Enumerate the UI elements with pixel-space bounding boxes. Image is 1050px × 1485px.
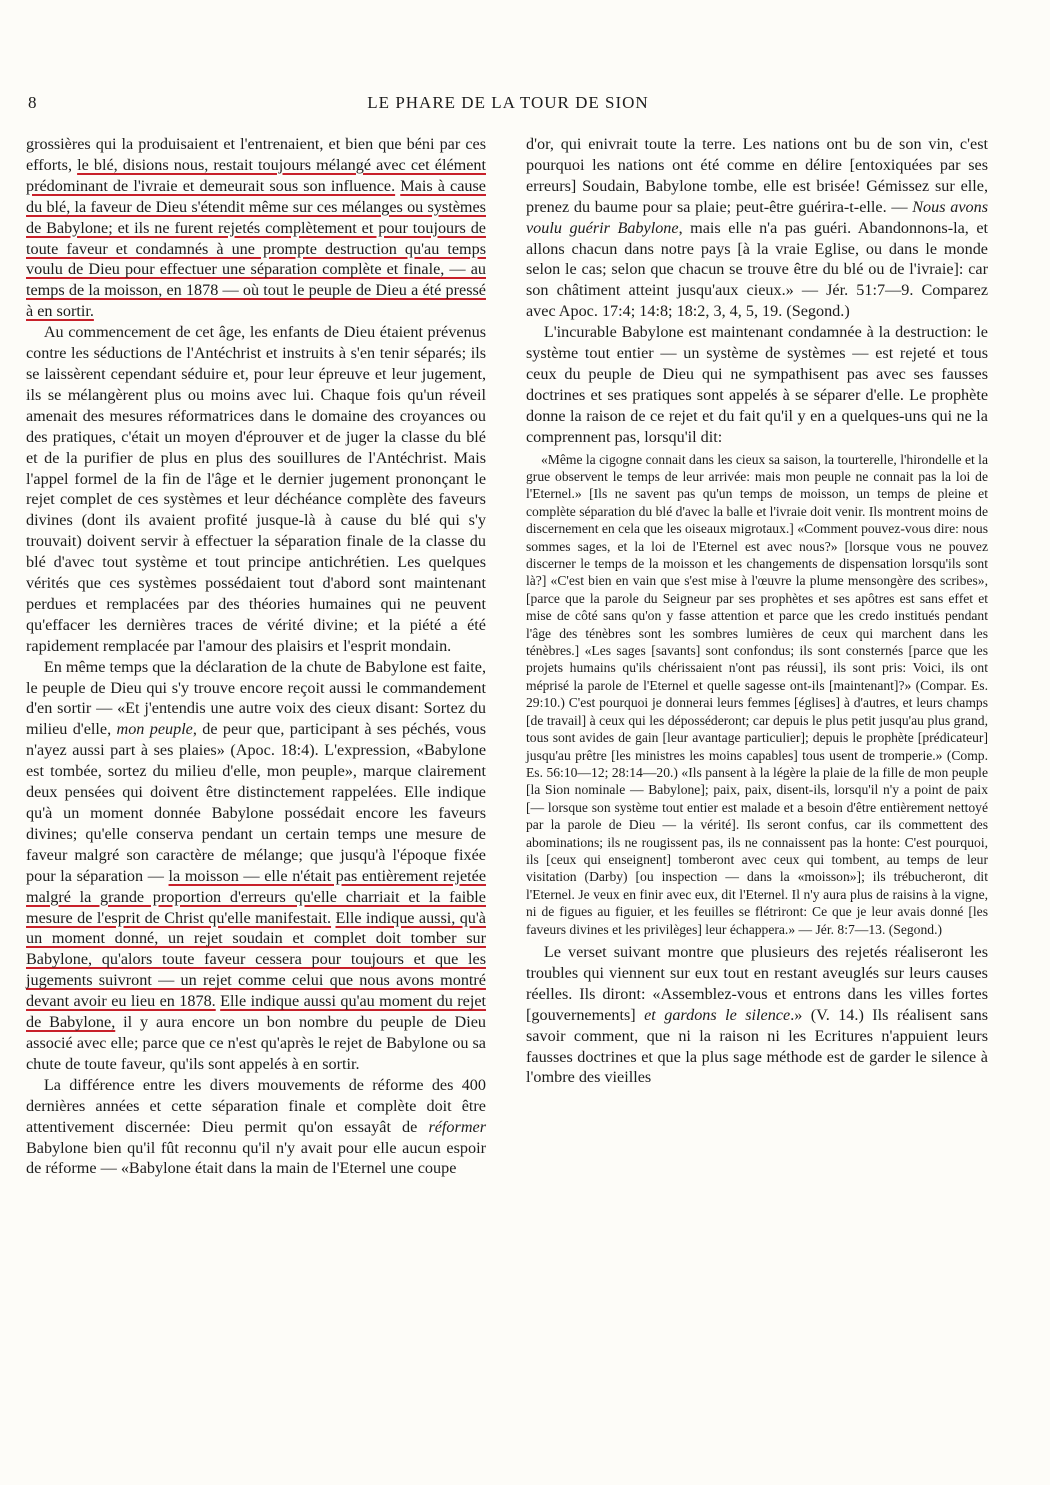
paragraph [26,1075,486,1180]
left-column [26,134,486,1179]
text: , de peur que, participant à ses péchés, vous n'ayez aussi part à ses plaies» (Apoc. 18:4). L'expression, «Babylone est tombée, sortez du milieu d'elle, mon peuple», marque clairement deux pensées qui doivent être distinctement rappelées. Elle indique qu'à un moment donnée Babylone possédait encore les faveurs divines; qu'elle conserva pendant un certain temps une mesure de faveur malgré son caractère de mélange; que jusqu'à l'époque fixée pour la séparation — [26,720,486,885]
underlined-passage: Elle indique aussi qu'au moment du rejet de Babylone, [26,992,487,1032]
paragraph [26,657,486,1075]
underlined-passage: Mais à cause du blé, la faveur de Dieu s'étendit même sur ces mélanges ou systèmes de Babylone; et ils ne furent rejetés complètement et pour toujours de toute faveur et condamnés à une prompte destruction qu'au temps voulu de Dieu pour effectuer une séparation complète et finale, — au temps de la moisson, en 1878 — où tout le peuple de Dieu a été pressé à en sortir. [26,176,486,321]
text: Babylone bien qu'il fût reconnu qu'il n'y avait pour elle aucun espoir de réforme — «Babylone était dans la main de l'Eternel une coupe [26,1138,486,1178]
paragraph: Au commencement de cet âge, les enfants de Dieu étaient prévenus contre les séductions de l'Antéchrist et instruits à s'en tenir séparés; ils se laissèrent cependant séduire et, pour leur épreuve et leur jugement, ils se mélangèrent plus ou moins avec lui. Chaque fois qu'un réveil amenait des mesures réformatrices dans le domaine des croyances ou des pratiques, c'était un moyen d'éprouver et de juger la classe du blé et de la purifier de plus en plus des souillures de l'Antéchrist. Mais l'appel formel de la fin de l'âge et le dernier jugement prononçant le rejet complet de ces systèmes et leur déchéance complète des faveurs divines (dont ils avaient profité jusque-là à cause du blé qui s'y trouvait) doivent servir à effectuer la séparation finale de la classe du blé d'avec tout système et tout principe antichrétien. Les quelques vérités que ces systèmes possédaient tout d'abord sont maintenant perdues et remplacées par des théories humaines qui ne peuvent qu'effacer les dernières traces de vérité divine; et la piété a été rapidement remplacée par l'amour des plaisirs et l'esprit mondain. [26,323,486,655]
block-quote: «Même la cigogne connait dans les cieux sa saison, la tourterelle, l'hirondelle et la grue observent le temps de leur arrivée: mais mon peuple ne connait pas la loi de l'Eternel.» [Ils ne savent pas qu'un temps de moisson, un temps de pleine et complète séparation du blé d'avec la balle et l'ivraie doit venir. Ils montrent moins de discernement en cela que les oiseaux migrotaux.] «Comment pouvez-vous dire: nous sommes sages, et la loi de l'Eternel est avec nous?» [lorsque vous ne pouvez discerner le temps de la moisson et les changements de dispensation lorsqu'ils sont là?] «C'est bien en vain que s'est mise à l'œuvre la plume mensongère des scribes», [parce que la parole du Seigneur par ses prophètes et ses apôtres est sans effet et mise de côté sans qu'on y fasse attention et parce que les credo institués pendant l'âge des ténèbres sont les sombres lumières de ceux qui marchent dans les ténèbres.] «Les sages [savants] sont confondus; ils sont consternés [parce que les projets humains qu'ils chérissaient n'ont pas réussi], ils sont pris: Voici, ils ont méprisé la parole de l'Eternel et quelle sagesse ont-ils [maintenant]?» (Compar. Es. 29:10.) C'est pourquoi je donnerai leurs femmes [églises] à d'autres, et leurs champs [de travail] à ceux qui les déposséderont; car depuis le plus petit jusqu'au plus grand, tous sont avides de gain [leur avantage particulier]; depuis le prophète [prédicateur] jusqu'au prêtre [les ministres les moins capables] tous usent de tromperie.» (Comp. Es. 56:10—12; 28:14—20.) «Ils pansent à la légère la plaie de la fille de mon peuple [la Sion nominale — Babylone]; paix, paix, disent-ils, lorsqu'il n'y a point de paix [— lorsque son système tout entier est malade et a besoin d'être entièrement nettoyé par la parole de Dieu — la vérité]. Ils seront confus, car ils commettent des abominations; ils ne rougissent pas, ils ne connaissent pas la honte: C'est pourquoi, ils [ceux qui enseignent] tomberont avec ceux qui tombent, au temps de leur visitation (Darby) [ou inspection — dans la «moisson»]; ils trébucheront, dit l'Eternel. Je veux en finir avec eux, dit l'Eternel. Il n'y aura plus de raisins à la vigne, ni de figues au figuier, et les feuilles se flétriront: Ce que je leur avais donné [les faveurs divines et les privilèges] leur échappera.» — Jér. 8:7—13. (Segond.) [526,451,988,937]
paragraph [526,134,988,322]
paragraph: L'incurable Babylone est maintenant condamnée à la destruction: le système tout entier — un système de systèmes — est rejeté et tous ceux du peuple de Dieu qui ne sympathisent pas avec ses fausses doctrines et ses pratiques sont appelés à se séparer d'elle. Le prophète donne la raison de ce rejet et du fait qu'il y en a quelques-uns qui ne la comprennent pas, lorsqu'il dit: [526,323,988,446]
text: , mais elle n'a pas guéri. Abandonnons-la, et allons chacun dans notre pays [à la vraie Eglise, ou dans le monde selon le cas; selon que chacun se trouve être du blé ou de l'ivraie]: car son châtiment atteint jusqu'aux cieux.» — Jér. 51:7—9. Comparez avec Apoc. 17:4; 14:8; 18:2, 3, 4, 5, 19. (Segond.) [526,218,988,321]
italic-text: Nous avons voulu guérir Babylone [526,197,988,237]
underlined-passage: le blé, disions nous, restait toujours mélangé avec cet élément prédominant de l'ivraie et demeurait sous son influence. [26,155,486,195]
text: grossières qui la produisaient et l'entrenaient, et bien que béni par ces efforts, [26,135,486,174]
italic-text: réformer [428,1117,487,1136]
page-header [28,93,988,117]
text: d'or, qui enivrait toute la terre. Les nations ont bu de son vin, c'est pourquoi les nations ont été comme en délire [entoxiquées par ses erreurs] Soudain, Babylone tombe, elle est brisée! Gémissez sur elle, prenez du baume pour sa plaie; peut-être guérira-t-elle. — [526,135,988,216]
underlined-passage: la moisson — elle n'était pas entièrement rejetée malgré la grande proportion d'erreurs qu'elle charriait et la faible mesure de l'esprit de Christ qu'elle manifestait. [26,866,487,927]
text: En même temps que la déclaration de la chute de Babylone est faite, le peuple de Dieu qui s'y trouve encore reçoit aussi le commandement d'en sortir — «Et j'entendis une autre voix des cieux disant: Sortez du milieu d'elle, [26,657,486,739]
right-column [526,134,988,1088]
page-number: 8 [28,93,37,112]
text: il y aura encore un bon nombre du peuple de Dieu associé avec elle; parce que ce n'est qu'après le rejet de Babylone ou sa chute de toute faveur, qu'ils sont appelés à en sortir. [26,1013,486,1073]
text: .» (V. 14.) Ils réalisent sans savoir comment, que ni la raison ni les Ecritures n'appuient leurs fausses doctrines et que la plus sage méthode est de garder le silence à l'ombre des vieilles [526,1005,989,1087]
text: La différence entre les divers mouvements de réforme des 400 dernières années et cette séparation finale et complète doit être attentivement discernée: Dieu permit qu'on essayât de [26,1075,486,1136]
italic-text: et gardons le silence [644,1005,791,1024]
paragraph [526,942,988,1088]
italic-text: mon peuple [116,720,193,739]
text: Le verset suivant montre que plusieurs des rejetés réaliseront les troubles qui viennent sur eux tout en restant aveuglés sur leurs causes réelles. Ils diront: «Assemblez-vous et entrons dans les villes fortes [gouvernements] [526,942,988,1024]
paragraph [26,134,486,322]
page-title: LE PHARE DE LA TOUR DE SION [367,93,649,112]
underlined-passage: Elle indique aussi, qu'à un moment donné, un rejet soudain et complet doit tomber sur Babylone, qu'alors toute faveur cessera pour toujours et que les jugements suivront — un rejet comme celui que nous avons montré devant avoir eu lieu en 1878. [26,908,486,1011]
